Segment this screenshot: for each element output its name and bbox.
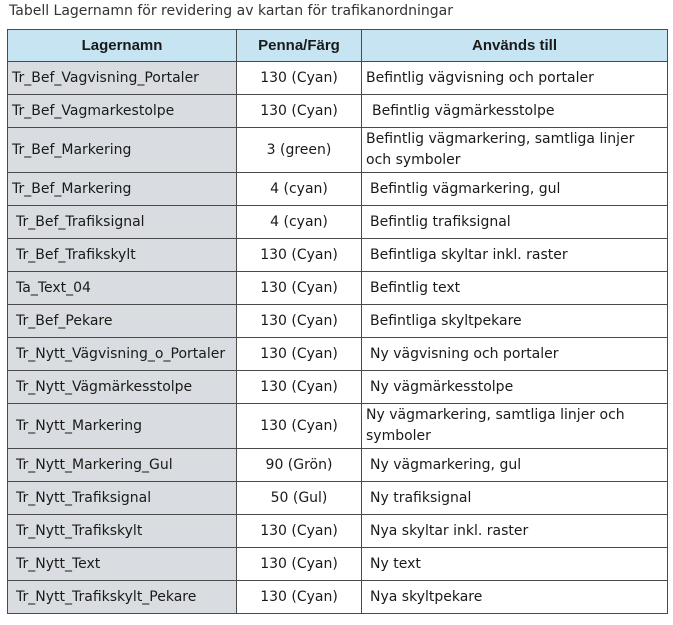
table-row (8, 404, 668, 449)
table-row (8, 305, 668, 338)
layer-name-cell: Tr_Bef_Trafikskylt (8, 239, 237, 272)
table-row (8, 515, 668, 548)
pen-color-cell: 50 (Gul) (237, 482, 362, 515)
usage-cell: Befintlig vägmärkesstolpe (362, 95, 668, 128)
pen-color-cell: 130 (Cyan) (237, 548, 362, 581)
usage-cell: Befintlig trafiksignal (362, 206, 668, 239)
usage-cell: Ny vägvisning och portaler (362, 338, 668, 371)
layer-name-cell: Tr_Nytt_Vägmärkesstolpe (8, 371, 237, 404)
usage-cell: Nya skyltar inkl. raster (362, 515, 668, 548)
pen-color-cell: 130 (Cyan) (237, 305, 362, 338)
table-row (8, 581, 668, 614)
header-lagernamn: Lagernamn (8, 30, 237, 62)
layer-name-cell: Ta_Text_04 (8, 272, 237, 305)
table-row (8, 206, 668, 239)
usage-cell: Ny vägmärkesstolpe (362, 371, 668, 404)
pen-color-cell: 130 (Cyan) (237, 371, 362, 404)
usage-cell: Befintliga skyltpekare (362, 305, 668, 338)
layer-name-cell: Tr_Nytt_Trafikskylt (8, 515, 237, 548)
pen-color-cell: 130 (Cyan) (237, 581, 362, 614)
pen-color-cell: 130 (Cyan) (237, 404, 362, 449)
table-row (8, 128, 668, 173)
usage-cell: Ny trafiksignal (362, 482, 668, 515)
table-row (8, 548, 668, 581)
layer-name-cell: Tr_Nytt_Trafikskylt_Pekare (8, 581, 237, 614)
usage-cell: Nya skyltpekare (362, 581, 668, 614)
table-row (8, 95, 668, 128)
table-row (8, 338, 668, 371)
usage-cell: Befintlig vägvisning och portaler (362, 62, 668, 95)
table-row (8, 371, 668, 404)
pen-color-cell: 4 (cyan) (237, 173, 362, 206)
layer-name-cell: Tr_Bef_Vagmarkestolpe (8, 95, 237, 128)
usage-cell: Befintlig vägmarkering, gul (362, 173, 668, 206)
pen-color-cell: 130 (Cyan) (237, 272, 362, 305)
pen-color-cell: 3 (green) (237, 128, 362, 173)
pen-color-cell: 130 (Cyan) (237, 95, 362, 128)
table-row (8, 173, 668, 206)
layer-name-cell: Tr_Bef_Vagvisning_Portaler (8, 62, 237, 95)
layer-name-cell: Tr_Bef_Markering (8, 128, 237, 173)
usage-cell: Ny vägmarkering, gul (362, 449, 668, 482)
header-penna-farg: Penna/Färg (237, 30, 362, 62)
usage-cell: Befintlig text (362, 272, 668, 305)
layer-name-cell: Tr_Nytt_Markering (8, 404, 237, 449)
table-row (8, 239, 668, 272)
usage-cell: Befintliga skyltar inkl. raster (362, 239, 668, 272)
layer-name-cell: Tr_Bef_Pekare (8, 305, 237, 338)
header-anvands-till: Används till (362, 30, 668, 62)
pen-color-cell: 130 (Cyan) (237, 338, 362, 371)
header-row (8, 30, 668, 62)
layer-name-cell: Tr_Nytt_Markering_Gul (8, 449, 237, 482)
pen-color-cell: 130 (Cyan) (237, 62, 362, 95)
layer-name-cell: Tr_Nytt_Trafiksignal (8, 482, 237, 515)
usage-cell: Ny text (362, 548, 668, 581)
table-row (8, 62, 668, 95)
table-caption: Tabell Lagernamn för revidering av kartan för trafikanordningar (9, 3, 454, 19)
pen-color-cell: 4 (cyan) (237, 206, 362, 239)
usage-cell: Befintlig vägmarkering, samtliga linjer och symboler (362, 128, 668, 173)
layer-name-cell: Tr_Nytt_Text (8, 548, 237, 581)
pen-color-cell: 90 (Grön) (237, 449, 362, 482)
pen-color-cell: 130 (Cyan) (237, 515, 362, 548)
layer-table (7, 29, 668, 614)
table-row (8, 482, 668, 515)
table-row (8, 449, 668, 482)
table-row (8, 272, 668, 305)
usage-cell: Ny vägmarkering, samtliga linjer och symboler (362, 404, 668, 449)
layer-name-cell: Tr_Bef_Trafiksignal (8, 206, 237, 239)
pen-color-cell: 130 (Cyan) (237, 239, 362, 272)
layer-name-cell: Tr_Bef_Markering (8, 173, 237, 206)
layer-name-cell: Tr_Nytt_Vägvisning_o_Portaler (8, 338, 237, 371)
